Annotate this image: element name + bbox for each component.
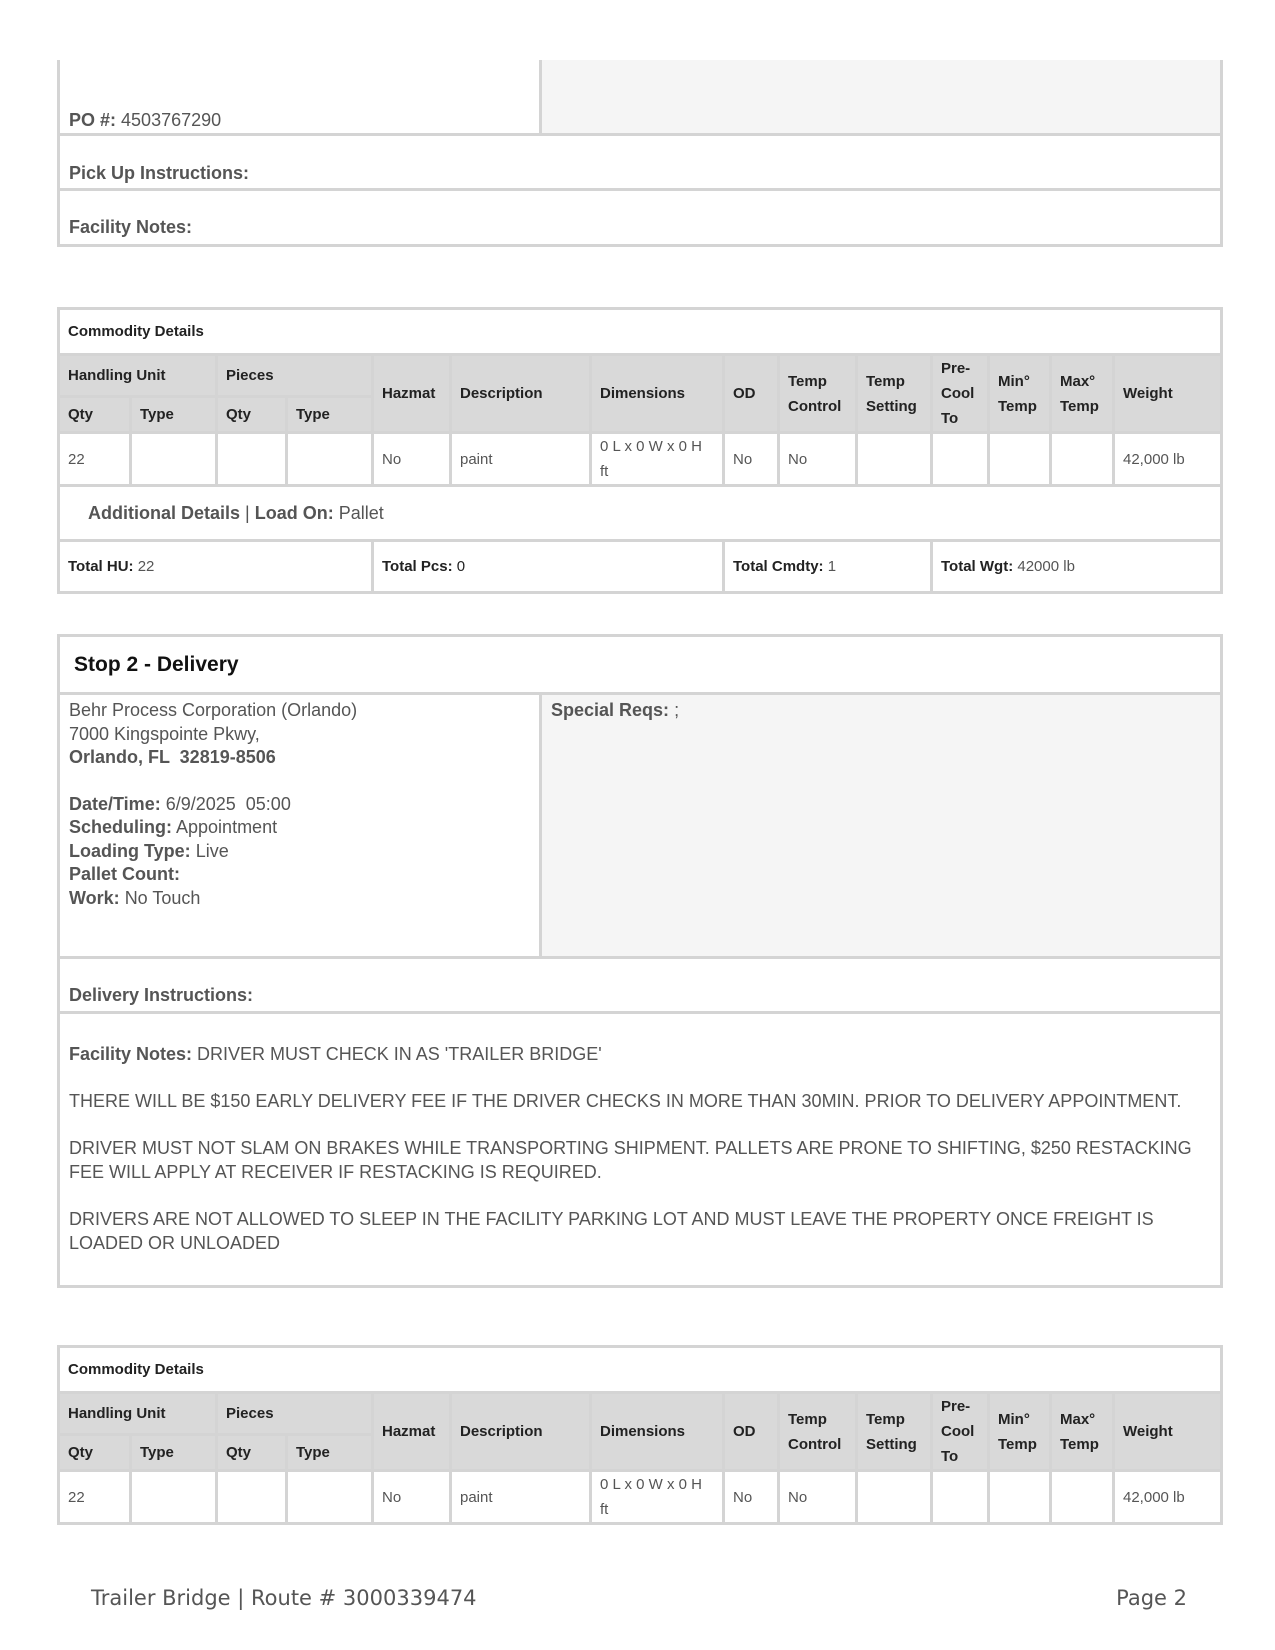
cell-temp-control: No: [779, 433, 857, 486]
th-weight: Weight: [1114, 1393, 1222, 1471]
po-left-cell: [60, 60, 542, 133]
stop2-delivery: [57, 634, 1223, 1288]
footer-route: Trailer Bridge | Route # 3000339474: [91, 1586, 477, 1610]
cell-min-temp: [989, 1471, 1051, 1524]
cell-description: paint: [451, 1471, 591, 1524]
datetime-value: 6/9/2025 05:00: [165, 793, 291, 814]
cell-max-temp: [1051, 1471, 1114, 1524]
total-cmdty-label: Total Cmdty:: [733, 558, 824, 575]
th-pcs-qty: Qty: [217, 1435, 287, 1471]
cell-od: No: [724, 433, 779, 486]
th-pcs-type: Type: [287, 397, 373, 433]
cell-temp-setting: [857, 433, 932, 486]
stop2-address-cell: [60, 695, 542, 956]
th-max-temp: Max° Temp: [1051, 1393, 1114, 1471]
po-label: PO #:: [69, 110, 117, 130]
th-dimensions: Dimensions: [591, 1393, 724, 1471]
cell-pre-cool: [932, 433, 989, 486]
load-on-label: Load On:: [254, 502, 334, 523]
total-hu-label: Total HU:: [68, 558, 134, 575]
th-temp-control: Temp Control: [779, 355, 857, 433]
th-pieces: Pieces: [217, 355, 373, 397]
total-wgt-value: 42000 lb: [1017, 558, 1075, 575]
special-reqs-label: Special Reqs:: [551, 700, 670, 720]
commodity-title: Commodity Details: [59, 309, 1222, 355]
cell-hazmat: No: [373, 433, 451, 486]
loading-type-label: Loading Type:: [69, 840, 191, 861]
stop2-special-cell: [542, 695, 1220, 956]
cell-weight: 42,000 lb: [1114, 1471, 1222, 1524]
footer-page-number: Page 2: [1116, 1586, 1187, 1610]
cell-pcs-qty: [217, 1471, 287, 1524]
cell-dimensions: 0 L x 0 W x 0 H ft: [591, 433, 724, 486]
work-label: Work:: [69, 887, 120, 908]
th-handling-unit: Handling Unit: [59, 355, 217, 397]
total-pcs-value: 0: [456, 558, 466, 575]
totals-row: [59, 541, 1222, 593]
additional-details-row: [59, 486, 1222, 541]
th-hu-qty: Qty: [59, 1435, 131, 1471]
th-hazmat: Hazmat: [373, 1393, 451, 1471]
stop2-facility-notes-value: DRIVER MUST CHECK IN AS 'TRAILER BRIDGE': [197, 1044, 602, 1064]
commodity-details-1: [57, 307, 1223, 594]
th-max-temp: Max° Temp: [1051, 355, 1114, 433]
th-hu-type: Type: [131, 1435, 217, 1471]
separator: |: [245, 502, 250, 523]
cell-max-temp: [1051, 433, 1114, 486]
cell-pcs-type: [287, 433, 373, 486]
cell-pcs-type: [287, 1471, 373, 1524]
stop2-info-row: [60, 695, 1220, 959]
th-temp-setting: Temp Setting: [857, 1393, 932, 1471]
th-hazmat: Hazmat: [373, 355, 451, 433]
th-dimensions: Dimensions: [591, 355, 724, 433]
cell-description: paint: [451, 433, 591, 486]
th-description: Description: [451, 355, 591, 433]
delivery-instructions-label: Delivery Instructions:: [69, 985, 254, 1005]
stop2-address: 7000 Kingspointe Pkwy,: [69, 723, 260, 744]
stop2-facility-notes: [60, 1014, 1220, 1255]
commodity-details-2: [57, 1345, 1223, 1525]
th-pieces: Pieces: [217, 1393, 373, 1435]
note-brakes: DRIVER MUST NOT SLAM ON BRAKES WHILE TRANSPORTING SHIPMENT. PALLETS ARE PRONE TO SHIFTING, $250 RESTACKING FEE WILL APPLY AT RECEIVER IF RESTACKING IS REQUIRED.: [69, 1138, 1192, 1182]
th-hu-type: Type: [131, 397, 217, 433]
special-reqs-value: ;: [674, 700, 680, 720]
cell-weight: 42,000 lb: [1114, 433, 1222, 486]
stop2-facility-notes-label: Facility Notes:: [69, 1044, 193, 1064]
total-wgt-label: Total Wgt:: [941, 558, 1014, 575]
cell-hu-type: [131, 433, 217, 486]
po-right-cell: [542, 60, 1220, 133]
po-row: [60, 60, 1220, 136]
stop1-continuation: [57, 60, 1223, 247]
commodity-title: Commodity Details: [59, 1347, 1222, 1393]
note-parking: DRIVERS ARE NOT ALLOWED TO SLEEP IN THE FACILITY PARKING LOT AND MUST LEAVE THE PROPERTY ONCE FREIGHT IS LOADED OR UNLOADED: [69, 1209, 1154, 1253]
stop2-city: Orlando, FL 32819-8506: [69, 747, 276, 767]
th-pcs-qty: Qty: [217, 397, 287, 433]
cell-temp-control: No: [779, 1471, 857, 1524]
cell-pcs-qty: [217, 433, 287, 486]
th-hu-qty: Qty: [59, 397, 131, 433]
th-temp-control: Temp Control: [779, 1393, 857, 1471]
cell-min-temp: [989, 433, 1051, 486]
th-od: OD: [724, 1393, 779, 1471]
cell-hazmat: No: [373, 1471, 451, 1524]
cell-hu-qty: 22: [59, 1471, 131, 1524]
datetime-label: Date/Time:: [69, 793, 161, 814]
th-pcs-type: Type: [287, 1435, 373, 1471]
th-od: OD: [724, 355, 779, 433]
commodity-table-1: [57, 307, 1223, 594]
commodity-table-2: [57, 1345, 1223, 1525]
table-row: [59, 433, 1222, 486]
work-value: No Touch: [124, 887, 201, 908]
cell-pre-cool: [932, 1471, 989, 1524]
th-pre-cool: Pre-Cool To: [932, 1393, 989, 1471]
pickup-instructions-label: Pick Up Instructions:: [69, 163, 250, 183]
th-min-temp: Min° Temp: [989, 355, 1051, 433]
total-pcs-label: Total Pcs:: [382, 558, 453, 575]
total-hu-value: 22: [137, 558, 155, 575]
po-value: 4503767290: [121, 110, 222, 130]
pallet-count-label: Pallet Count:: [69, 864, 180, 884]
cell-dimensions: 0 L x 0 W x 0 H ft: [591, 1471, 724, 1524]
th-min-temp: Min° Temp: [989, 1393, 1051, 1471]
th-temp-setting: Temp Setting: [857, 355, 932, 433]
table-row: [59, 1471, 1222, 1524]
cell-od: No: [724, 1471, 779, 1524]
th-pre-cool: Pre-Cool To: [932, 355, 989, 433]
stop2-company: Behr Process Corporation (Orlando): [69, 700, 358, 720]
scheduling-value: Appointment: [176, 817, 278, 837]
cell-hu-qty: 22: [59, 433, 131, 486]
load-on-value: Pallet: [338, 502, 384, 523]
additional-details-label: Additional Details: [88, 502, 241, 523]
stop2-header: [60, 637, 1220, 695]
scheduling-label: Scheduling:: [69, 817, 172, 837]
facility-notes-label: Facility Notes:: [69, 217, 193, 237]
th-handling-unit: Handling Unit: [59, 1393, 217, 1435]
pickup-instructions-row: [60, 136, 1220, 191]
facility-notes-row: [60, 191, 1220, 244]
th-weight: Weight: [1114, 355, 1222, 433]
delivery-instructions-row: [60, 959, 1220, 1014]
stop2-title: Stop 2 - Delivery: [74, 653, 239, 676]
note-early-fee: THERE WILL BE $150 EARLY DELIVERY FEE IF THE DRIVER CHECKS IN MORE THAN 30MIN. PRIOR TO DELIVERY APPOINTMENT.: [69, 1091, 1182, 1111]
cell-temp-setting: [857, 1471, 932, 1524]
loading-type-value: Live: [195, 840, 229, 861]
cell-hu-type: [131, 1471, 217, 1524]
total-cmdty-value: 1: [827, 558, 837, 575]
th-description: Description: [451, 1393, 591, 1471]
